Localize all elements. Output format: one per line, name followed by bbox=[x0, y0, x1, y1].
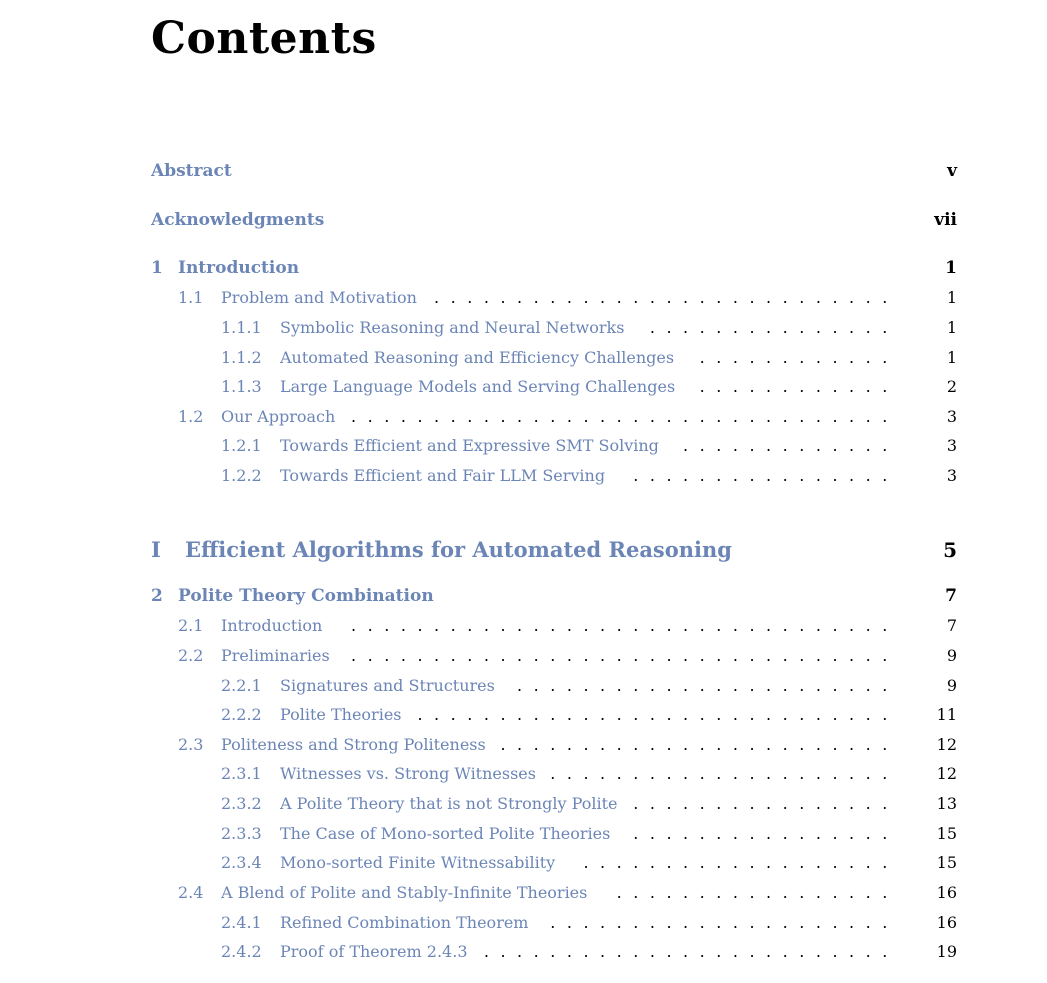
toc-entry-title-large-language-models-and-serving-challenges[interactable]: Large Language Models and Serving Challenges bbox=[280, 374, 681, 400]
toc-entry-page: 1 bbox=[897, 345, 957, 371]
toc-entry-title-problem-and-motivation[interactable]: Problem and Motivation bbox=[221, 285, 423, 311]
toc-entry-title-preliminaries[interactable]: Preliminaries bbox=[221, 643, 336, 669]
toc-entry-number[interactable]: 2.1 bbox=[178, 613, 203, 639]
toc-entry-chapter[interactable] bbox=[0, 158, 1047, 184]
toc-entry-subsection[interactable] bbox=[0, 850, 1047, 876]
toc-entry-page: 1 bbox=[897, 285, 957, 311]
dot-leader: . . . . . . . . . . . . . . . . . . . . . bbox=[550, 764, 888, 783]
toc-entry-number[interactable]: I bbox=[151, 534, 161, 566]
toc-entry-chapter[interactable] bbox=[0, 207, 1047, 233]
toc-entry-page: 7 bbox=[897, 583, 957, 609]
dot-leader: . . . . . . . . . . . . . . . . . . . . . . . . bbox=[500, 735, 888, 754]
toc-entry-subsection[interactable] bbox=[0, 345, 1047, 371]
dot-leader: . . . . . . . . . . . . . . . . bbox=[633, 466, 888, 485]
toc-entry-subsection[interactable] bbox=[0, 673, 1047, 699]
toc-entry-page: 16 bbox=[897, 910, 957, 936]
toc-entry-title-refined-combination-theorem[interactable]: Refined Combination Theorem bbox=[280, 910, 534, 936]
toc-entry-page: 11 bbox=[897, 702, 957, 728]
dot-leader: . . . . . . . . . . . . bbox=[699, 348, 888, 367]
toc-entry-number[interactable]: 1.2.2 bbox=[221, 463, 262, 489]
toc-entry-number[interactable]: 2.3.4 bbox=[221, 850, 262, 876]
toc-entry-page: 3 bbox=[897, 463, 957, 489]
toc-entry-page: 2 bbox=[897, 374, 957, 400]
toc-entry-title-the-case-of-mono-sorted-polite-theories[interactable]: The Case of Mono-sorted Polite Theories bbox=[280, 821, 616, 847]
toc-entry-part[interactable] bbox=[0, 534, 1047, 566]
toc-entry-title-symbolic-reasoning-and-neural-networks[interactable]: Symbolic Reasoning and Neural Networks bbox=[280, 315, 630, 341]
toc-entry-title-proof-of-theorem-2-4-3[interactable]: Proof of Theorem 2.4.3 bbox=[280, 939, 474, 965]
toc-entry-page: 19 bbox=[897, 939, 957, 965]
dot-leader: . . . . . . . . . . . . . . . . . . . . . . . . . . . . bbox=[434, 288, 888, 307]
toc-entry-page: 5 bbox=[897, 534, 957, 566]
page-title: Contents bbox=[151, 13, 377, 64]
toc-entry-title-our-approach[interactable]: Our Approach bbox=[221, 404, 341, 430]
toc-entry-title-introduction[interactable]: Introduction bbox=[221, 613, 328, 639]
toc-entry-title-polite-theory-combination[interactable]: Polite Theory Combination bbox=[178, 583, 434, 609]
toc-entry-chapter[interactable] bbox=[0, 583, 1047, 609]
dot-leader: . . . . . . . . . . . . . . . . . . . . . . . . . . . . . . . . . bbox=[351, 616, 888, 635]
toc-entry-section[interactable] bbox=[0, 643, 1047, 669]
toc-entry-title-a-blend-of-polite-and-stably-infinite-theories[interactable]: A Blend of Polite and Stably-Infinite Theories bbox=[221, 880, 593, 906]
toc-entry-number[interactable]: 2.4.2 bbox=[221, 939, 262, 965]
dot-leader: . . . . . . . . . . . . . . . . bbox=[633, 824, 888, 843]
toc-entry-title-a-polite-theory-that-is-not-strongly-polite[interactable]: A Polite Theory that is not Strongly Polite bbox=[280, 791, 623, 817]
toc-entry-page: 9 bbox=[897, 673, 957, 699]
dot-leader: . . . . . . . . . . . . . . . . . . . . . . . . . . . . . . . . . bbox=[351, 646, 888, 665]
toc-entry-page: 7 bbox=[897, 613, 957, 639]
toc-entry-subsection[interactable] bbox=[0, 702, 1047, 728]
toc-entry-page: 15 bbox=[897, 850, 957, 876]
toc-entry-subsection[interactable] bbox=[0, 821, 1047, 847]
toc-entry-page: 13 bbox=[897, 791, 957, 817]
toc-entry-number[interactable]: 1.1.3 bbox=[221, 374, 262, 400]
toc-entry-section[interactable] bbox=[0, 285, 1047, 311]
toc-entry-number[interactable]: 1.2 bbox=[178, 404, 203, 430]
dot-leader: . . . . . . . . . . . . . . . bbox=[649, 318, 888, 337]
toc-entry-number[interactable]: 2.2.1 bbox=[221, 673, 262, 699]
toc-entry-number[interactable]: 2.3.3 bbox=[221, 821, 262, 847]
toc-entry-subsection[interactable] bbox=[0, 374, 1047, 400]
dot-leader: . . . . . . . . . . . . bbox=[699, 377, 888, 396]
toc-entry-title-polite-theories[interactable]: Polite Theories bbox=[280, 702, 408, 728]
toc-entry-section[interactable] bbox=[0, 732, 1047, 758]
toc-entry-title-towards-efficient-and-fair-llm-serving[interactable]: Towards Efficient and Fair LLM Serving bbox=[280, 463, 611, 489]
toc-entry-subsection[interactable] bbox=[0, 761, 1047, 787]
toc-entry-page: v bbox=[897, 158, 957, 184]
toc-entry-page: 3 bbox=[897, 404, 957, 430]
toc-entry-number[interactable]: 2 bbox=[151, 583, 163, 609]
toc-entry-page: vii bbox=[897, 207, 957, 233]
toc-entry-title-witnesses-vs-strong-witnesses[interactable]: Witnesses vs. Strong Witnesses bbox=[280, 761, 542, 787]
toc-entry-subsection[interactable] bbox=[0, 939, 1047, 965]
toc-entry-subsection[interactable] bbox=[0, 910, 1047, 936]
toc-entry-number[interactable]: 2.3.2 bbox=[221, 791, 262, 817]
toc-entry-title-towards-efficient-and-expressive-smt-solving[interactable]: Towards Efficient and Expressive SMT Solving bbox=[280, 433, 665, 459]
toc-entry-number[interactable]: 1.1.2 bbox=[221, 345, 262, 371]
dot-leader: . . . . . . . . . . . . . . . . . bbox=[616, 883, 888, 902]
toc-entry-subsection[interactable] bbox=[0, 791, 1047, 817]
dot-leader: . . . . . . . . . . . . . . . . bbox=[633, 794, 888, 813]
dot-leader: . . . . . . . . . . . . . bbox=[683, 436, 888, 455]
toc-entry-number[interactable]: 2.4.1 bbox=[221, 910, 262, 936]
toc-entry-section[interactable] bbox=[0, 880, 1047, 906]
toc-entry-title-automated-reasoning-and-efficiency-challenges[interactable]: Automated Reasoning and Efficiency Challenges bbox=[280, 345, 680, 371]
toc-entry-title-politeness-and-strong-politeness[interactable]: Politeness and Strong Politeness bbox=[221, 732, 492, 758]
toc-entry-section[interactable] bbox=[0, 404, 1047, 430]
toc-entry-number[interactable]: 2.4 bbox=[178, 880, 203, 906]
toc-entry-subsection[interactable] bbox=[0, 463, 1047, 489]
toc-entry-page: 1 bbox=[897, 315, 957, 341]
toc-entry-number[interactable]: 2.2.2 bbox=[221, 702, 262, 728]
toc-entry-number[interactable]: 2.3 bbox=[178, 732, 203, 758]
toc-entry-number[interactable]: 2.3.1 bbox=[221, 761, 262, 787]
toc-entry-number[interactable]: 1 bbox=[151, 255, 163, 281]
dot-leader: . . . . . . . . . . . . . . . . . . . . . . . . . . . . . . . . . bbox=[351, 407, 888, 426]
toc-entry-title-abstract[interactable]: Abstract bbox=[151, 158, 232, 184]
toc-entry-title-signatures-and-structures[interactable]: Signatures and Structures bbox=[280, 673, 501, 699]
toc-entry-page: 16 bbox=[897, 880, 957, 906]
dot-leader: . . . . . . . . . . . . . . . . . . . . . . . . . . . . . bbox=[417, 705, 888, 724]
toc-entry-title-efficient-algorithms-for-automated-reasoning[interactable]: Efficient Algorithms for Automated Reasoning bbox=[185, 534, 732, 566]
toc-entry-number[interactable]: 2.2 bbox=[178, 643, 203, 669]
toc-entry-section[interactable] bbox=[0, 613, 1047, 639]
toc-entry-page: 12 bbox=[897, 732, 957, 758]
toc-entry-title-mono-sorted-finite-witnessability[interactable]: Mono-sorted Finite Witnessability bbox=[280, 850, 561, 876]
toc-entry-number[interactable]: 1.2.1 bbox=[221, 433, 262, 459]
toc-entry-page: 12 bbox=[897, 761, 957, 787]
dot-leader: . . . . . . . . . . . . . . . . . . . . . bbox=[550, 913, 888, 932]
toc-entry-subsection[interactable] bbox=[0, 315, 1047, 341]
dot-leader: . . . . . . . . . . . . . . . . . . . . . . . . . bbox=[483, 942, 888, 961]
toc-entry-subsection[interactable] bbox=[0, 433, 1047, 459]
toc-entry-number[interactable]: 1.1 bbox=[178, 285, 203, 311]
toc-entry-page: 1 bbox=[897, 255, 957, 281]
toc-entry-number[interactable]: 1.1.1 bbox=[221, 315, 262, 341]
toc-entry-title-introduction[interactable]: Introduction bbox=[178, 255, 299, 281]
dot-leader: . . . . . . . . . . . . . . . . . . . bbox=[583, 853, 888, 872]
toc-entry-title-acknowledgments[interactable]: Acknowledgments bbox=[151, 207, 324, 233]
toc-entry-page: 3 bbox=[897, 433, 957, 459]
toc-entry-page: 9 bbox=[897, 643, 957, 669]
toc-entry-page: 15 bbox=[897, 821, 957, 847]
toc-entry-chapter[interactable] bbox=[0, 255, 1047, 281]
dot-leader: . . . . . . . . . . . . . . . . . . . . . . . bbox=[517, 676, 888, 695]
